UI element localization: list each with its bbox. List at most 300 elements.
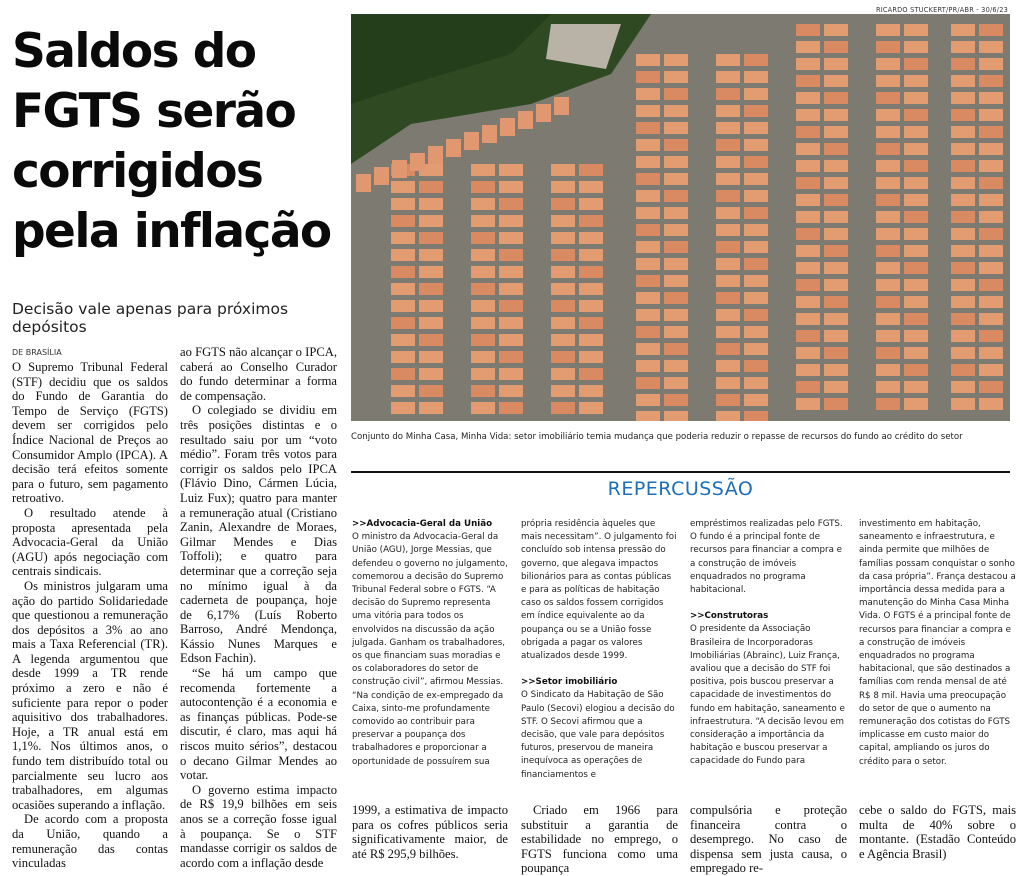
house-roof	[904, 381, 928, 393]
repercussao-text: própria residência àqueles que mais necessitam”. O julgamento foi concluído sob intensa pressão do governo, que alegava impactos bilionários para as contas públicas e para as políticas de habitação caso os saldos fossem corrigidos em índice equivalente ao da poupança ou se a União fosse obrigada a pagar os valores atualizados desde 1999.	[521, 519, 677, 662]
house-roof	[824, 262, 848, 274]
house-roof	[951, 58, 975, 70]
house-roof	[664, 275, 688, 287]
house-roof	[951, 330, 975, 342]
house-roof	[664, 411, 688, 421]
house-roof	[876, 160, 900, 172]
house-roof	[419, 283, 443, 295]
house-roof	[471, 164, 495, 176]
house-roof	[391, 385, 415, 397]
house-roof	[471, 283, 495, 295]
house-roof	[744, 156, 768, 168]
house-roof	[951, 347, 975, 359]
house-roof	[876, 296, 900, 308]
house-roof	[471, 385, 495, 397]
house-roof	[904, 92, 928, 104]
house-roof	[951, 245, 975, 257]
house-roof	[824, 381, 848, 393]
house-roof	[744, 343, 768, 355]
house-roof	[904, 228, 928, 240]
house-roof	[471, 198, 495, 210]
house-roof	[796, 381, 820, 393]
house-roof	[744, 377, 768, 389]
repercussao-column-3	[690, 518, 847, 769]
house-roof	[419, 232, 443, 244]
house-roof	[551, 198, 575, 210]
section-heading-construtoras: >>Construtoras	[690, 611, 769, 622]
house-roof	[551, 402, 575, 414]
house-roof	[904, 262, 928, 274]
house-roof	[824, 313, 848, 325]
house-roof	[716, 275, 740, 287]
house-roof	[876, 109, 900, 121]
house-roof	[824, 177, 848, 189]
house-roof	[744, 105, 768, 117]
house-roof	[664, 173, 688, 185]
house-roof	[876, 330, 900, 342]
house-roof	[824, 330, 848, 342]
house-roof	[664, 54, 688, 66]
house-roof	[664, 105, 688, 117]
body-paragraph: O resultado atende à proposta apresentada pela Advocacia-Geral da União (AGU) após negociação com centrais sindicais.	[12, 505, 168, 579]
house-roof	[904, 160, 928, 172]
house-roof	[796, 347, 820, 359]
house-roof	[419, 334, 443, 346]
body-column-1	[12, 360, 168, 871]
house-roof	[391, 368, 415, 380]
bottom-text: cebe o saldo do FGTS, mais multa de 40% sobre o montante. (Estadão Conteúdo e Agência Brasil)	[859, 803, 1016, 861]
house-roof	[554, 97, 569, 115]
house-roof	[824, 228, 848, 240]
house-roof	[796, 177, 820, 189]
repercussao-column-4	[859, 518, 1016, 769]
house-roof	[744, 173, 768, 185]
aerial-housing-photo	[351, 14, 1010, 421]
body-column-2	[180, 345, 337, 870]
house-roof	[744, 394, 768, 406]
house-roof	[636, 88, 660, 100]
house-roof	[824, 160, 848, 172]
house-roof	[744, 275, 768, 287]
house-roof	[551, 385, 575, 397]
house-roof	[579, 283, 603, 295]
house-roof	[904, 398, 928, 410]
house-roof	[391, 232, 415, 244]
house-roof	[391, 317, 415, 329]
house-roof	[979, 177, 1003, 189]
house-roof	[636, 411, 660, 421]
house-roof	[716, 411, 740, 421]
house-roof	[471, 317, 495, 329]
house-roof	[979, 160, 1003, 172]
house-roof	[664, 190, 688, 202]
bottom-text: Criado em 1966 para substituir a garantia de estabilidade no emprego, o FGTS funciona como uma poupança	[521, 803, 678, 876]
house-roof	[951, 211, 975, 223]
house-roof	[904, 41, 928, 53]
body-paragraph: O Supremo Tribunal Federal (STF) decidiu que os saldos do Fundo de Garantia do Tempo de Serviço (FGTS) devem ser corrigidos pelo Índice Nacional de Preços ao Consumidor Amplo (IPCA). A decisão terá efeitos somente para o futuro, sem pagamento retroativo.	[12, 360, 168, 506]
house-roof	[716, 394, 740, 406]
bottom-column-2	[521, 803, 678, 876]
house-roof	[824, 24, 848, 36]
house-roof	[551, 334, 575, 346]
house-roof	[391, 266, 415, 278]
aerial-housing-image	[351, 14, 1010, 421]
house-roof	[551, 351, 575, 363]
house-roof	[744, 190, 768, 202]
house-roof	[904, 126, 928, 138]
house-roof	[904, 313, 928, 325]
house-roof	[391, 283, 415, 295]
repercussao-text: O ministro da Advocacia-Geral da União (AGU), Jorge Messias, que defendeu o governo no julgamento, comemorou a decisão do Supremo Tribunal Federal sobre o FGTS. “A decisão do Supremo representa uma vitória para todos os envolvidos na discussão da ação julgada. Ganham os trabalhadores, os que financiam suas moradias e os colaboradores do setor de construção civil”, afirmou Messias. “Na condição de ex-empregado da Caixa, sinto-me profundamente comovido ao contribuir para preservar a poupança dos trabalhadores e proporcionar a oportunidade de possuírem sua	[352, 532, 508, 767]
house-roof	[951, 92, 975, 104]
house-roof	[951, 279, 975, 291]
house-roof	[876, 92, 900, 104]
house-roof	[664, 156, 688, 168]
house-roof	[419, 351, 443, 363]
house-roof	[664, 309, 688, 321]
house-roof	[716, 224, 740, 236]
house-roof	[876, 177, 900, 189]
house-roof	[499, 334, 523, 346]
house-roof	[499, 368, 523, 380]
house-roof	[636, 241, 660, 253]
house-roof	[951, 109, 975, 121]
house-roof	[551, 215, 575, 227]
house-roof	[744, 71, 768, 83]
house-roof	[391, 351, 415, 363]
house-roof	[824, 279, 848, 291]
house-roof	[551, 283, 575, 295]
house-roof	[716, 343, 740, 355]
house-roof	[744, 122, 768, 134]
house-roof	[824, 398, 848, 410]
house-roof	[979, 24, 1003, 36]
house-roof	[664, 326, 688, 338]
house-roof	[979, 296, 1003, 308]
section-heading-agu: >>Advocacia-Geral da União	[352, 519, 493, 529]
house-roof	[636, 173, 660, 185]
house-roof	[951, 398, 975, 410]
house-roof	[579, 300, 603, 312]
house-roof	[419, 181, 443, 193]
house-roof	[744, 292, 768, 304]
house-roof	[796, 330, 820, 342]
house-roof	[419, 249, 443, 261]
photo-caption: Conjunto do Minha Casa, Minha Vida: setor imobiliário temia mudança que poderia reduzir o repasse de recursos do fundo ao crédito do setor	[351, 432, 963, 442]
house-roof	[391, 198, 415, 210]
bottom-column-1	[352, 803, 508, 861]
house-roof	[904, 58, 928, 70]
house-roof	[499, 164, 523, 176]
house-roof	[636, 122, 660, 134]
house-roof	[796, 75, 820, 87]
house-roof	[979, 194, 1003, 206]
house-roof	[979, 364, 1003, 376]
house-roof	[419, 368, 443, 380]
house-roof	[951, 177, 975, 189]
house-roof	[951, 160, 975, 172]
house-roof	[716, 173, 740, 185]
house-roof	[536, 104, 551, 122]
house-roof	[446, 139, 461, 157]
house-roof	[391, 181, 415, 193]
house-roof	[664, 258, 688, 270]
house-roof	[904, 279, 928, 291]
house-roof	[876, 41, 900, 53]
headline: Saldos do FGTS serão corrigidos pela inflação	[12, 24, 331, 259]
house-roof	[716, 122, 740, 134]
house-roof	[796, 24, 820, 36]
house-roof	[876, 279, 900, 291]
house-roof	[664, 394, 688, 406]
house-roof	[979, 279, 1003, 291]
house-roof	[391, 402, 415, 414]
house-roof	[876, 211, 900, 223]
house-roof	[824, 109, 848, 121]
house-roof	[471, 402, 495, 414]
house-roof	[876, 381, 900, 393]
repercussao-title: REPERCUSSÃO	[607, 478, 754, 500]
house-roof	[391, 300, 415, 312]
house-roof	[471, 266, 495, 278]
house-roof	[636, 394, 660, 406]
house-roof	[579, 402, 603, 414]
house-roof	[744, 309, 768, 321]
house-roof	[716, 105, 740, 117]
house-roof	[636, 326, 660, 338]
house-roof	[636, 71, 660, 83]
bottom-column-4	[859, 803, 1016, 861]
body-paragraph: “Se há um campo que recomenda fortemente a autocontenção é a economia e as finanças públicas. Pode-se discutir, é claro, mas aqui há riscos muito sérios”, destacou o decano Gilmar Mendes ao votar.	[180, 666, 337, 783]
repercussao-text: O presidente da Associação Brasileira de Incorporadoras Imobiliárias (Abrainc), Luiz França, avaliou que a decisão do STF foi positiva, pois buscou preservar a capacidade de investimentos do fundo em habitação, saneamento e infraestrutura. “A decisão levou em consideração a importância da habitação e buscou preservar a capacidade do Fundo para	[690, 624, 845, 767]
house-roof	[664, 360, 688, 372]
house-roof	[471, 300, 495, 312]
house-roof	[551, 232, 575, 244]
house-roof	[579, 232, 603, 244]
house-roof	[876, 75, 900, 87]
house-roof	[716, 309, 740, 321]
body-paragraph: O governo estima impacto de R$ 19,9 bilhões em seis anos se a correção fosse igual à poupança. Se o STF mandasse corrigir os saldos de acordo com a inflação desde	[180, 782, 337, 870]
house-roof	[579, 249, 603, 261]
house-roof	[951, 75, 975, 87]
house-roof	[579, 317, 603, 329]
house-roof	[979, 313, 1003, 325]
house-roof	[979, 109, 1003, 121]
subheadline: Decisão vale apenas para próximos depósitos	[12, 300, 289, 336]
house-roof	[499, 266, 523, 278]
house-roof	[636, 309, 660, 321]
house-roof	[796, 296, 820, 308]
house-roof	[579, 164, 603, 176]
house-roof	[471, 215, 495, 227]
house-roof	[579, 266, 603, 278]
house-roof	[744, 258, 768, 270]
house-roof	[824, 58, 848, 70]
house-roof	[636, 207, 660, 219]
house-roof	[951, 313, 975, 325]
house-roof	[979, 245, 1003, 257]
house-roof	[499, 385, 523, 397]
house-roof	[796, 58, 820, 70]
house-roof	[904, 211, 928, 223]
bottom-text: compulsória e proteção financeira contra o desemprego. No caso de dispensa sem justa causa, o empregado re-	[690, 803, 847, 876]
house-roof	[824, 75, 848, 87]
house-roof	[876, 194, 900, 206]
house-roof	[824, 364, 848, 376]
house-roof	[499, 283, 523, 295]
house-roof	[419, 215, 443, 227]
house-roof	[636, 156, 660, 168]
house-roof	[579, 351, 603, 363]
house-roof	[979, 92, 1003, 104]
body-paragraph: O colegiado se dividiu em três posições distintas e o resultado saiu por um “voto médio”. Foram três votos para corrigir os saldos pelo IPCA (Flávio Dino, Cármen Lúcia, Luiz Fux); quatro para manter a remuneração atual (Cristiano Zanin, Alexandre de Moraes, Gilmar Mendes e Dias Toffoli); e quatro para determinar que a correção seja no mínimo igual à da caderneta de poupança, hoje de 6,17% (Luís Roberto Barroso, André Mendonça, Kássio Nunes Marques e Edson Fachin).	[180, 403, 337, 666]
house-roof	[636, 292, 660, 304]
house-roof	[824, 194, 848, 206]
house-roof	[796, 160, 820, 172]
repercussao-text: O Sindicato da Habitação de São Paulo (Secovi) elogiou a decisão do STF. O Secovi afirmou que a decisão, que vale para depósitos futuros, preservou de maneira inequívoca as operações de financiamentos e	[521, 690, 675, 780]
house-roof	[716, 207, 740, 219]
house-roof	[579, 198, 603, 210]
house-roof	[636, 224, 660, 236]
house-roof	[824, 143, 848, 155]
house-roof	[636, 258, 660, 270]
house-roof	[876, 398, 900, 410]
house-roof	[551, 181, 575, 193]
house-roof	[796, 228, 820, 240]
house-roof	[579, 181, 603, 193]
house-roof	[579, 334, 603, 346]
house-roof	[744, 224, 768, 236]
house-roof	[979, 381, 1003, 393]
house-roof	[716, 377, 740, 389]
house-roof	[499, 181, 523, 193]
house-roof	[979, 228, 1003, 240]
house-roof	[464, 132, 479, 150]
house-roof	[824, 126, 848, 138]
house-roof	[551, 300, 575, 312]
house-roof	[716, 190, 740, 202]
house-roof	[391, 334, 415, 346]
body-paragraph: Os ministros julgaram uma ação do partido Solidariedade que questionou a remuneração dos depósitos a 3% ao ano mais a Taxa Referencial (TR). A legenda argumentou que desde 1999 a TR rende próximo a zero e não é suficiente para repor o poder aquisitivo dos trabalhadores. Hoje, a TR anual está em 1,1%. Nos últimos anos, o fundo tem distribuído total ou parcialmente seu lucro aos trabalhadores, em algumas ocasiões superando a inflação.	[12, 578, 168, 812]
house-roof	[904, 296, 928, 308]
house-roof	[356, 174, 371, 192]
house-roof	[876, 313, 900, 325]
house-roof	[551, 317, 575, 329]
house-roof	[876, 364, 900, 376]
repercussao-column-1	[352, 518, 508, 769]
house-roof	[419, 198, 443, 210]
house-roof	[636, 139, 660, 151]
house-roof	[951, 143, 975, 155]
house-roof	[904, 109, 928, 121]
house-roof	[551, 266, 575, 278]
house-roof	[716, 139, 740, 151]
house-roof	[904, 177, 928, 189]
house-roof	[744, 54, 768, 66]
house-roof	[951, 262, 975, 274]
house-roof	[824, 347, 848, 359]
house-roof	[796, 41, 820, 53]
house-roof	[664, 241, 688, 253]
house-roof	[796, 398, 820, 410]
house-roof	[664, 343, 688, 355]
byline: DE BRASÍLIA	[12, 348, 62, 357]
house-roof	[551, 368, 575, 380]
house-roof	[904, 143, 928, 155]
house-roof	[904, 75, 928, 87]
house-roof	[744, 241, 768, 253]
section-heading-setor-imobiliario: >>Setor imobiliário	[521, 677, 618, 688]
house-roof	[744, 88, 768, 100]
house-roof	[979, 41, 1003, 53]
house-roof	[744, 411, 768, 421]
house-roof	[951, 381, 975, 393]
house-roof	[951, 24, 975, 36]
house-roof	[636, 190, 660, 202]
house-roof	[664, 377, 688, 389]
house-roof	[419, 385, 443, 397]
house-roof	[904, 330, 928, 342]
house-roof	[636, 360, 660, 372]
house-roof	[410, 153, 425, 171]
house-roof	[636, 343, 660, 355]
house-roof	[979, 143, 1003, 155]
house-roof	[499, 317, 523, 329]
house-roof	[471, 232, 495, 244]
house-roof	[499, 351, 523, 363]
house-roof	[664, 224, 688, 236]
house-roof	[716, 241, 740, 253]
photo-credit: RICARDO STUCKERT/PR/ABR - 30/6/23	[875, 6, 1008, 14]
house-roof	[876, 228, 900, 240]
house-roof	[716, 360, 740, 372]
house-roof	[636, 54, 660, 66]
house-roof	[979, 330, 1003, 342]
section-rule	[351, 471, 1010, 473]
house-roof	[471, 368, 495, 380]
house-roof	[904, 194, 928, 206]
house-roof	[951, 296, 975, 308]
house-roof	[471, 249, 495, 261]
house-roof	[391, 215, 415, 227]
repercussao-text: investimento em habitação, saneamento e infraestrutura, e ainda permite que milhões de famílias possam conquistar o sonho da casa própria”. França destacou a importância dessa medida para a manutenção do Minha Casa Minha Vida. O FGTS é a principal fonte de recursos para financiar a compra e a construção de imóveis enquadrados no programa habitacional, que são destinados a famílias com renda mensal de até R$ 8 mil. Havia uma preocupação do setor de que o aumento na remuneração dos cotistas do FGTS implicasse em custo maior do capital, ampliando os juros do crédito para o setor.	[859, 519, 1016, 767]
house-roof	[471, 334, 495, 346]
house-roof	[471, 181, 495, 193]
house-roof	[876, 58, 900, 70]
house-roof	[391, 249, 415, 261]
house-roof	[374, 167, 389, 185]
house-roof	[744, 326, 768, 338]
house-roof	[876, 24, 900, 36]
house-roof	[419, 402, 443, 414]
house-roof	[796, 211, 820, 223]
house-roof	[796, 194, 820, 206]
house-roof	[664, 139, 688, 151]
house-roof	[419, 266, 443, 278]
house-roof	[579, 385, 603, 397]
house-roof	[824, 211, 848, 223]
house-roof	[979, 211, 1003, 223]
house-roof	[499, 215, 523, 227]
house-roof	[664, 88, 688, 100]
house-roof	[428, 146, 443, 164]
house-roof	[744, 207, 768, 219]
house-roof	[796, 313, 820, 325]
house-roof	[796, 364, 820, 376]
house-roof	[716, 326, 740, 338]
house-roof	[876, 245, 900, 257]
house-roof	[579, 215, 603, 227]
